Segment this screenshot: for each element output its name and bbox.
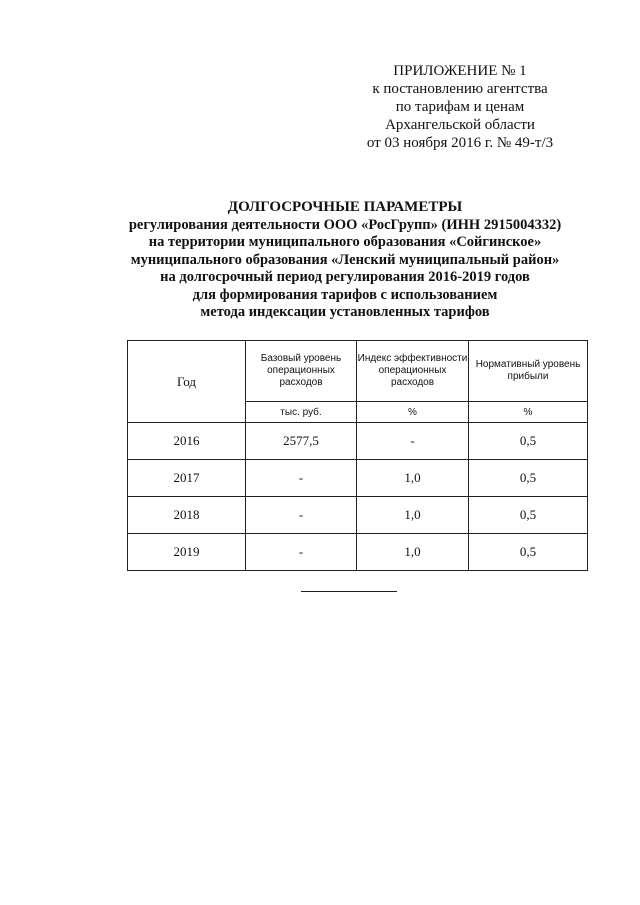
efficiency-index-cell: 1,0 bbox=[357, 497, 469, 534]
title-line: муниципального образования «Ленский муниципальный район» bbox=[130, 251, 560, 268]
appendix-decree-date: от 03 ноября 2016 г. № 49-т/3 bbox=[366, 135, 554, 151]
title-line: на территории муниципального образования «Сойгинское» bbox=[148, 234, 542, 250]
page-title: ДОЛГОСРОЧНЫЕ ПАРАМЕТРЫ bbox=[227, 199, 463, 215]
year-cell: 2018 bbox=[128, 497, 246, 534]
year-cell: 2019 bbox=[128, 534, 246, 571]
column-header-efficiency-index: Индекс эффективности операционных расходов bbox=[357, 341, 469, 402]
end-divider-line bbox=[301, 591, 397, 592]
title-line: для формирования тарифов с использованием bbox=[192, 286, 498, 303]
base-costs-cell: - bbox=[246, 460, 357, 497]
unit-cell: тыс. руб. bbox=[246, 402, 357, 423]
profit-level-cell: 0,5 bbox=[469, 460, 588, 497]
appendix-number: ПРИЛОЖЕНИЕ № 1 bbox=[393, 63, 527, 79]
appendix-reference-line: к постановлению агентства bbox=[372, 81, 548, 97]
document-title bbox=[110, 199, 580, 322]
table-row bbox=[128, 460, 588, 497]
year-cell: 2016 bbox=[128, 423, 246, 460]
efficiency-index-cell: - bbox=[357, 423, 469, 460]
title-line: метода индексации установленных тарифов bbox=[200, 304, 490, 320]
column-header-base-costs: Базовый уровень операционных расходов bbox=[246, 341, 357, 402]
base-costs-cell: 2577,5 bbox=[246, 423, 357, 460]
appendix-reference-line: по тарифам и ценам bbox=[395, 99, 525, 115]
base-costs-cell: - bbox=[246, 534, 357, 571]
profit-level-cell: 0,5 bbox=[469, 423, 588, 460]
unit-cell: % bbox=[469, 402, 588, 423]
efficiency-index-cell: 1,0 bbox=[357, 534, 469, 571]
table-row bbox=[128, 534, 588, 571]
unit-cell: % bbox=[357, 402, 469, 423]
year-cell: 2017 bbox=[128, 460, 246, 497]
column-header-profit-level: Нормативный уровень прибыли bbox=[469, 341, 588, 402]
column-header-year: Год bbox=[128, 341, 246, 423]
appendix-header bbox=[360, 62, 560, 152]
base-costs-cell: - bbox=[246, 497, 357, 534]
profit-level-cell: 0,5 bbox=[469, 534, 588, 571]
title-line: на долгосрочный период регулирования 2016-2019 годов bbox=[160, 269, 530, 285]
table-header-row bbox=[128, 341, 588, 402]
parameters-table bbox=[127, 340, 588, 571]
table-row bbox=[128, 497, 588, 534]
efficiency-index-cell: 1,0 bbox=[357, 460, 469, 497]
title-line: регулирования деятельности ООО «РосГрупп» (ИНН 2915004332) bbox=[128, 216, 562, 233]
profit-level-cell: 0,5 bbox=[469, 497, 588, 534]
table-row bbox=[128, 423, 588, 460]
appendix-reference-line: Архангельской области bbox=[385, 117, 535, 133]
